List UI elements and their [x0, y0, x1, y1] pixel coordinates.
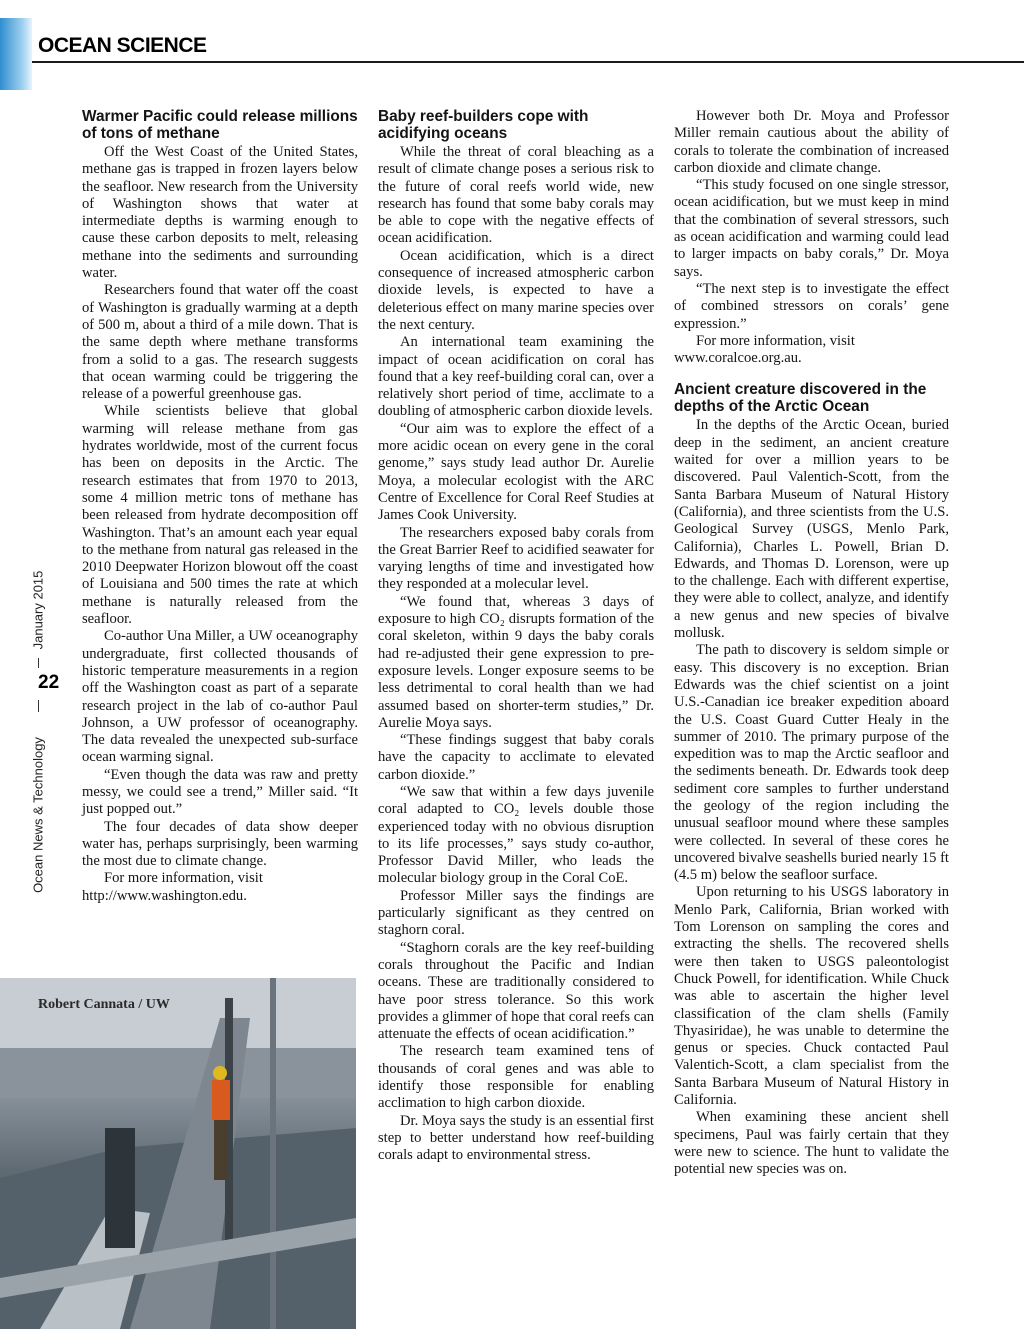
paragraph: An international team examining the impact of ocean acidification on coral has found that a key reef-building coral can, over a relatively short period of time, acclimate to a doubling of atmospheric carbon dioxide levels.	[378, 334, 654, 420]
issue-date: January 2015	[30, 570, 46, 650]
paragraph: “These findings suggest that baby corals have the capacity to acclimate to elevated carbon dioxide.”	[378, 732, 654, 783]
column-3	[674, 108, 949, 1179]
paragraph: The four decades of data show deeper water has, perhaps surprisingly, been warming the most due to climate change.	[82, 818, 358, 870]
paragraph: Researchers found that water off the coast of Washington is gradually warming at a depth of 500 m, about a third of a mile down. That is the same depth where methane transforms from a solid to a gas. The research suggests that ocean warming could be triggering the release of a powerful greenhouse gas.	[82, 282, 358, 403]
magazine-name: Ocean News & Technology	[30, 737, 46, 893]
header-rule	[32, 61, 1024, 63]
article-title-arctic: Ancient creature discovered in the depths of the Arctic Ocean	[674, 381, 927, 416]
article-title-methane: Warmer Pacific could release millions of tons of methane	[82, 108, 358, 142]
paragraph: “We saw that within a few days juvenile coral adapted to CO₂ levels double those experienced today with no obvious disruption to its life processes,” says study co-author, Professor David Miller, who leads the molecular biology group in the Coral CoE.	[378, 783, 654, 887]
paragraph: “Staghorn corals are the key reef-building corals throughout the Pacific and Indian oceans. These are traditionally considered to have poor stress tolerance. So this work provides a glimmer of hope that coral reefs can attenuate the effects of ocean acidification.”	[378, 939, 654, 1043]
paragraph: While scientists believe that global warming will release methane from gas hydrates worldwide, most of the current focus has been on deposits in the Arctic. The research estimates that from 1970 to 2013, some 4 million metric tons of methane has been released from hydrate decomposition off Washington. That’s an amount each year equal to the methane from natural gas released in the 2010 Deepwater Horizon blowout off the coast of Louisiana and 500 times the rate at which methane is naturally released from the seafloor.	[82, 403, 358, 628]
paragraph: Ocean acidification, which is a direct consequence of increased atmospheric carbon dioxide levels, is expected to have a deleterious effect on many marine species over the next century.	[378, 247, 654, 333]
paragraph: However both Dr. Moya and Professor Miller remain cautious about the ability of corals to tolerate the combination of increased carbon dioxide and climate change.	[674, 108, 949, 176]
paragraph: In the depths of the Arctic Ocean, buried deep in the sediment, an ancient creature waited for over a million years to be discovered. Paul Valentich-Scott, from the Santa Barbara Museum of Natural History (California), and three scientists from the U.S. Geological Survey (USGS, Menlo Park, California), Charles L. Powell, Brian D. Edwards, and Thomas D. Lorenson, were up to the challenge. Each with different expertise, they were able to collect, analyze, and identify a new genus and new species of bivalve mollusk.	[674, 417, 949, 642]
paragraph: The research team examined tens of thousands of coral genes and was able to identify those responsible for enabling acclimation to high carbon dioxide.	[378, 1043, 654, 1112]
paragraph: “This study focused on one single stressor, ocean acidification, but we must keep in mind that the combination of several stressors, such as ocean acidification and warming could lead to larger impacts on baby corals,” Dr. Moya says.	[674, 177, 949, 280]
sidebar-divider-top	[38, 658, 39, 668]
paragraph: While the threat of coral bleaching as a result of climate change poses a serious risk to the future of coral reefs world wide, new research has found that some baby corals may be able to cope with the negative effects of ocean acidification.	[378, 144, 654, 247]
paragraph: For more information, visit	[696, 332, 855, 349]
photo-illustration	[0, 978, 356, 1329]
paragraph: For more information, visit	[104, 870, 263, 887]
section-title: OCEAN SCIENCE	[38, 34, 207, 57]
paragraph: When examining these ancient shell specimens, Paul was fairly certain that they were new to science. The hunt to validate the potential new species was on.	[674, 1109, 949, 1178]
paragraph: The path to discovery is seldom simple or easy. This discovery is no exception. Brian Edwards was the chief scientist on a joint U.S.-Canadian ice breaker expedition aboard the U.S. Coast Guard Cutter Healy in the summer of 2010. The primary purpose of the expedition was to map the Arctic seafloor and the sediments beneath. Dr. Edwards took deep sediment core samples to further understand the geology of the region including the unusual seafloor mound where these samples were collected. In several of these cores he uncovered bivalve seashells buried nearly 15 ft (4.5 m) below the seafloor surface.	[674, 642, 949, 884]
photo-credit: Robert Cannata / UW	[38, 997, 170, 1012]
paragraph: “Even though the data was raw and pretty messy, we could see a trend,” Miller said. “It just popped out.”	[82, 766, 358, 818]
photo-research-vessel	[0, 978, 356, 1329]
sidebar-divider-bottom	[38, 700, 39, 712]
article-title-coral: Baby reef-builders cope with acidifying oceans	[378, 108, 589, 142]
article-link[interactable]: www.coralcoe.org.au.	[674, 350, 802, 367]
paragraph: Dr. Moya says the study is an essential first step to better understand how reef-building corals adapt to environmental stress.	[378, 1112, 654, 1164]
paragraph: The researchers exposed baby corals from the Great Barrier Reef to acidified seawater for varying lengths of time and investigated how they responded at a molecular level.	[378, 524, 654, 593]
paragraph: Upon returning to his USGS laboratory in Menlo Park, California, Brian worked with Tom Lorenson on sampling the cores and extracting the shells. The recovered shells were then taken to USGS paleontologist Chuck Powell, for identification. While Chuck was able to ascertain the higher level classification of the clam shells (Family Thyasiridae), he was unable to determine the genus or species. Chuck contacted Paul Valentich-Scott, a clam specialist from the Santa Barbara Museum of Natural History in California.	[674, 884, 949, 1109]
sidebar	[27, 555, 49, 915]
paragraph: Off the West Coast of the United States, methane gas is trapped in frozen layers below the seafloor. New research from the University of Washington shows that water at intermediate depths is warming enough to cause these carbon deposits to melt, releasing methane into the sediments and surrounding water.	[82, 144, 358, 282]
column-1	[82, 108, 358, 905]
paragraph: Professor Miller says the findings are particularly significant as they centred on staghorn coral.	[378, 887, 654, 939]
paragraph: “Our aim was to explore the effect of a more acidic ocean on every gene in the coral genome,” says study lead author Dr. Aurelie Moya, a molecular ecologist with the ARC Centre of Excellence for Coral Reef Studies at James Cook University.	[378, 420, 654, 524]
paragraph: “The next step is to investigate the effect of combined stressors on corals’ gene expression.”	[674, 280, 949, 332]
page-number: 22	[38, 672, 60, 693]
paragraph: “We found that, whereas 3 days of exposure to high CO₂ disrupts formation of the coral skeleton, within 9 days the baby corals had re-adjusted their gene expression to pre-exposure levels. Longer exposure seems to be less detrimental to coral health than we had assumed based on shorter-term studies,” Dr. Aurelie Moya says.	[378, 593, 654, 731]
article-link[interactable]: http://www.washington.edu.	[82, 887, 247, 904]
column-2	[378, 108, 654, 1165]
paragraph: Co-author Una Miller, a UW oceanography undergraduate, first collected thousands of historic temperature measurements in a region off the Washington coast as part of a separate research project in the lab of co-author Paul Johnson, a UW professor of oceanography. The data revealed the unexpected sub-surface ocean warming signal.	[82, 628, 358, 766]
section-tab	[0, 18, 32, 90]
